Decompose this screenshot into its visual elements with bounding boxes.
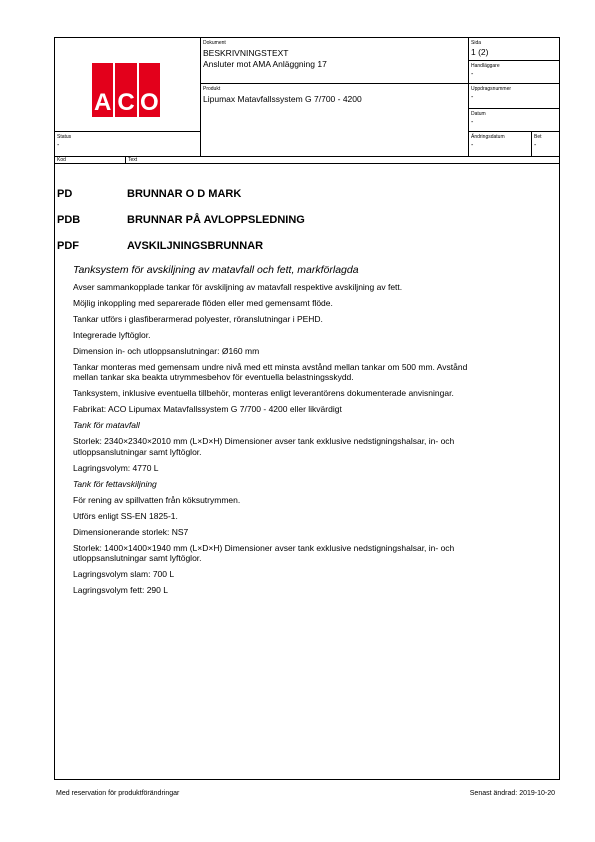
paragraph: Fabrikat: ACO Lipumax Matavfallssystem G 7/700 - 4200 eller likvärdigt (73, 404, 342, 414)
text-label: Text (128, 157, 138, 163)
aco-logo (92, 63, 160, 117)
document-label: Dokument (203, 40, 226, 46)
datum-label: Datum (471, 111, 486, 117)
paragraph: Lagringsvolym slam: 700 L (73, 569, 175, 579)
paragraph: För rening av spillvatten från köksutrymmen. (73, 494, 241, 505)
logo-block (139, 63, 160, 117)
code-pd: PD (57, 188, 73, 200)
paragraph: Tankar monteras med gemensam undre nivå med ett minsta avstånd mellan tankar om 500 mm. Avstånd mellan tankar ska beakta utrymmesbehov för eventuella belastningsskydd. (73, 361, 468, 382)
header-divider (531, 131, 532, 156)
header-divider (55, 131, 200, 132)
bet-label: Bet (534, 134, 542, 140)
andring-value: - (471, 142, 474, 149)
paragraph: Lagringsvolym fett: 290 L (73, 585, 168, 595)
paragraph: Utförs enligt SS-EN 1825-1. (73, 510, 178, 521)
header-divider (55, 163, 559, 164)
logo-letter: O (139, 89, 159, 116)
andring-label: Ändringsdatum (471, 134, 505, 140)
logo-letter: A (93, 89, 112, 116)
header-divider (468, 131, 559, 132)
code-pdf: PDF (57, 240, 79, 252)
header-divider (468, 108, 559, 109)
paragraph: Tankar utförs i glasfiberarmerad polyester, röranslutningar i PEHD. (73, 313, 323, 324)
uppdrag-label: Uppdragsnummer (471, 86, 512, 92)
footer-disclaimer: Med reservation för produktförändringar (56, 790, 180, 797)
paragraph: Dimensionerande storlek: NS7 (73, 526, 189, 537)
status-label: Status (57, 134, 72, 140)
document-line2: Ansluter mot AMA Anläggning 17 (203, 59, 327, 69)
handlaggare-label: Handläggare (471, 63, 500, 69)
paragraph: Lagringsvolym: 4770 L (73, 462, 159, 473)
specification-body (73, 264, 493, 601)
uppdrag-value: - (471, 94, 474, 101)
document-line1: BESKRIVNINGSTEXT (203, 48, 289, 58)
section-title: Tanksystem för avskiljning av matavfall och fett, markförlagda (73, 264, 359, 276)
logo-block (115, 63, 136, 117)
footer-last-modified: Senast ändrad: 2019-10-20 (469, 790, 555, 797)
product-value: Lipumax Matavfallssystem G 7/700 - 4200 (203, 94, 362, 104)
subsection-title-matavfall: Tank för matavfall (73, 420, 140, 430)
kod-label: Kod (57, 157, 66, 163)
page-value: 1 (2) (471, 47, 489, 57)
product-label: Produkt (203, 86, 221, 92)
header-divider (125, 156, 126, 163)
logo-block (92, 63, 113, 117)
header-divider (200, 38, 201, 156)
header-divider (468, 60, 559, 61)
header-divider (200, 83, 559, 84)
page-label: Sida (471, 40, 482, 46)
header-divider (468, 38, 469, 156)
status-value: - (57, 142, 60, 149)
handlaggare-value: - (471, 71, 474, 78)
logo-letter: C (117, 89, 135, 116)
heading-pd: BRUNNAR O D MARK (127, 188, 242, 200)
bet-value: - (534, 142, 537, 149)
paragraph: Integrerade lyftöglor. (73, 329, 151, 340)
heading-pdb: BRUNNAR PÅ AVLOPPSLEDNING (127, 214, 305, 226)
subsection-title-fett: Tank för fettavskiljning (73, 478, 157, 489)
paragraph: Storlek: 2340×2340×2010 mm (L×D×H) Dimensioner avser tank exklusive nedstigningshalsar, in- och utloppsanslutningar samt lyftöglor. (73, 436, 455, 457)
heading-pdf: AVSKILJNINGSBRUNNAR (127, 240, 264, 252)
paragraph: Möjlig inkoppling med separerade flöden eller med gemensamt flöde. (73, 297, 333, 308)
paragraph: Avser sammankopplade tankar för avskiljning av matavfall respektive avskiljning av fett. (73, 281, 403, 292)
paragraph: Storlek: 1400×1400×1940 mm (L×D×H) Dimensioner avser tank exklusive nedstigningshalsar, in- och utloppsanslutningar samt lyftöglor. (73, 542, 455, 563)
datum-value: - (471, 119, 474, 126)
code-pdb: PDB (57, 214, 81, 226)
paragraph: Dimension in- och utloppsanslutningar: Ø160 mm (73, 345, 260, 356)
paragraph: Tanksystem, inklusive eventuella tillbehör, monteras enligt leverantörens dokumenterade anvisningar. (73, 388, 454, 398)
